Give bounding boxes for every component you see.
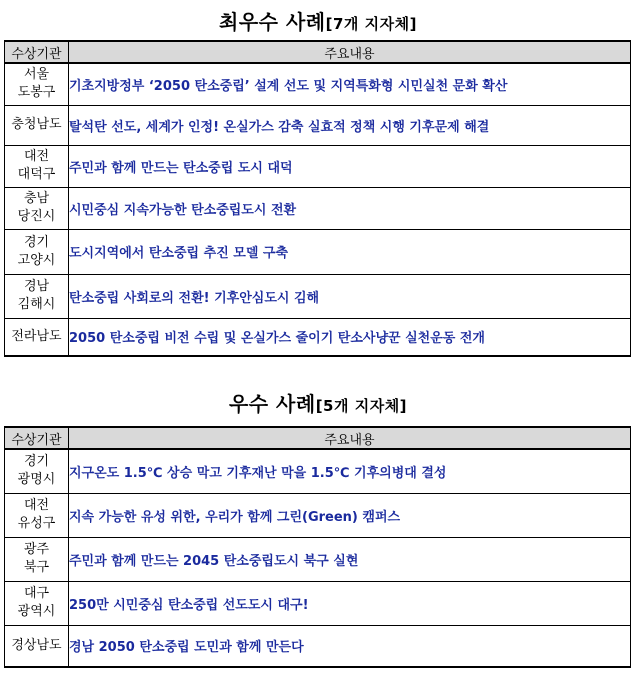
table-row (5, 537, 631, 581)
table-header-row (5, 427, 631, 449)
best-title-sub: [7개 지자체] (325, 15, 417, 33)
best-cases-title (0, 6, 636, 35)
org-cell: 충남 당진시 (5, 187, 69, 229)
org-cell: 경기 고양시 (5, 229, 69, 274)
content-cell: 지구온도 1.5℃ 상승 막고 기후재난 막을 1.5℃ 기후의병대 결성 (69, 449, 631, 493)
org-cell: 대전 대덕구 (5, 145, 69, 187)
content-cell: 250만 시민중심 탄소중립 선도도시 대구! (69, 581, 631, 625)
excellent-cases-title (0, 388, 636, 417)
best-title-main: 최우수 사례 (219, 10, 326, 34)
content-cell: 주민과 함께 만드는 2045 탄소중립도시 북구 실현 (69, 537, 631, 581)
org-cell: 경기 광명시 (5, 449, 69, 493)
org-cell: 광주 북구 (5, 537, 69, 581)
header-org: 수상기관 (5, 41, 69, 63)
table-row (5, 187, 631, 229)
content-cell: 도시지역에서 탄소중립 추진 모델 구축 (69, 229, 631, 274)
excellent-cases-table (4, 426, 631, 668)
table-row (5, 105, 631, 145)
content-cell: 경남 2050 탄소중립 도민과 함께 만든다 (69, 625, 631, 667)
content-cell: 탈석탄 선도, 세계가 인정! 온실가스 감축 실효적 정책 시행 기후문제 해결 (69, 105, 631, 145)
org-cell: 경남 김해시 (5, 274, 69, 318)
org-cell: 충청남도 (5, 105, 69, 145)
table-row (5, 145, 631, 187)
table-row (5, 63, 631, 105)
header-org: 수상기관 (5, 427, 69, 449)
table-row (5, 318, 631, 356)
org-cell: 경상남도 (5, 625, 69, 667)
content-cell: 2050 탄소중립 비전 수립 및 온실가스 줄이기 탄소사냥꾼 실천운동 전개 (69, 318, 631, 356)
table-row (5, 625, 631, 667)
content-cell: 시민중심 지속가능한 탄소중립도시 전환 (69, 187, 631, 229)
table-row (5, 274, 631, 318)
org-cell: 서울 도봉구 (5, 63, 69, 105)
best-cases-table (4, 40, 631, 357)
excellent-title-sub: [5개 지자체] (315, 397, 408, 415)
table-row (5, 581, 631, 625)
table-row (5, 493, 631, 537)
org-cell: 대전 유성구 (5, 493, 69, 537)
org-cell: 대구 광역시 (5, 581, 69, 625)
table-row (5, 449, 631, 493)
org-cell: 전라남도 (5, 318, 69, 356)
table-header-row (5, 41, 631, 63)
content-cell: 탄소중립 사회로의 전환! 기후안심도시 김해 (69, 274, 631, 318)
header-content: 주요내용 (69, 427, 631, 449)
table-row (5, 229, 631, 274)
content-cell: 기초지방정부 ‘2050 탄소중립’ 설계 선도 및 지역특화형 시민실천 문화 확산 (69, 63, 631, 105)
header-content: 주요내용 (69, 41, 631, 63)
content-cell: 지속 가능한 유성 위한, 우리가 함께 그린(Green) 캠퍼스 (69, 493, 631, 537)
excellent-title-main: 우수 사례 (228, 392, 316, 416)
content-cell: 주민과 함께 만드는 탄소중립 도시 대덕 (69, 145, 631, 187)
